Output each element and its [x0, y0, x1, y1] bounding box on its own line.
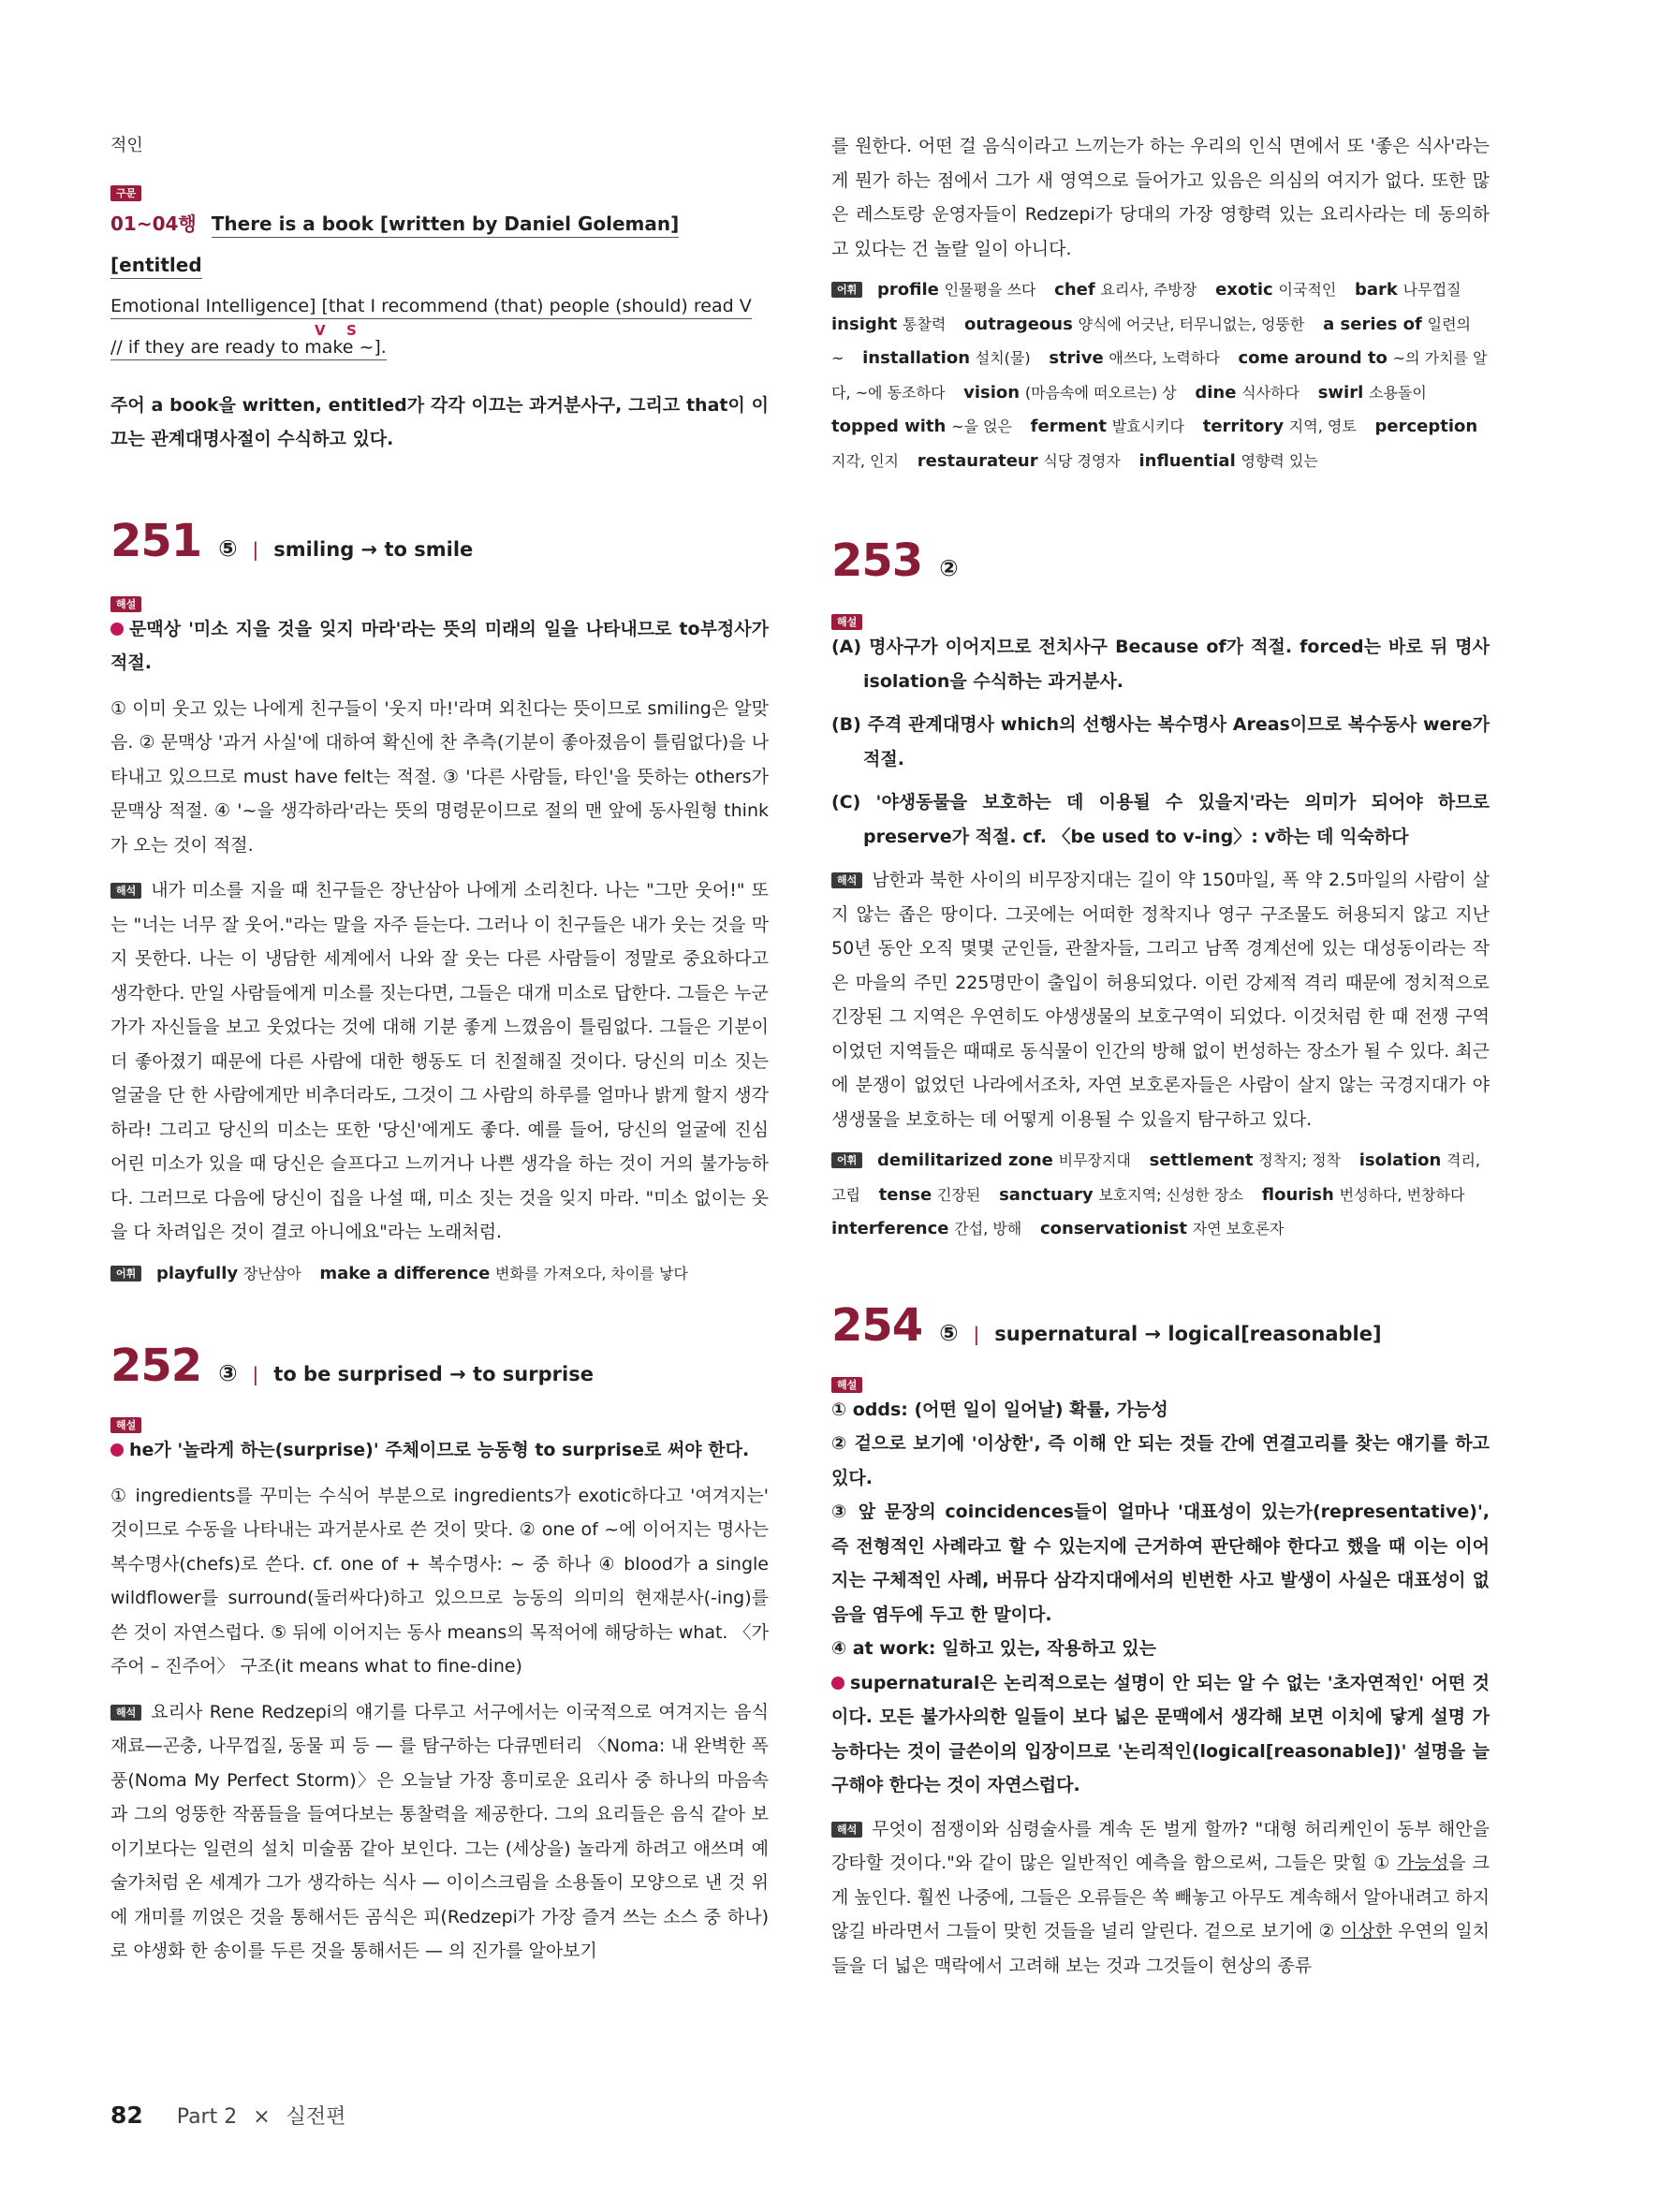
translation-part-2: 을 크게 높인다. 훨씬 나중에, 그들은 오류들은 쏙 빼놓고 아무도 계속해서 알아내려고 하지 않길 바라면서 그들이 맞힌 것들을 널리 알린다. 겉으로 보기에 ②	[831, 1853, 1490, 1941]
vocab-tag: 어휘	[831, 1152, 862, 1168]
translation-tag: 해석	[110, 1705, 141, 1721]
q252-translation-continued: 를 원한다. 어떤 걸 음식이라고 느끼는가 하는 우리의 인식 면에서 또 '좋은 식사'라는 게 뭔가 하는 점에서 그가 새 영역으로 들어가고 있음은 의심의 여지가 없다. 또한 많은 레스토랑 운영자들이 Redzepi가 당대의 가장 영향력 있는 요리사라는 데 동의하고 있다는 건 놀랄 일이 아니다.	[831, 136, 1490, 259]
vocab-list: 어휘 demilitarized zone 비무장지대 settlement 정착지; 정착 isolation 격리, 고립 tense 긴장된 sanctuary 보호지역; 신성한 장소 flourish 번성하다, 번창하다 interference 간섭, 방해 conservationist 자연 보호론자	[831, 1150, 1481, 1238]
key-point: he가 '놀라게 하는(surprise)' 주체이므로 능동형 to surprise로 써야 한다.	[129, 1440, 750, 1460]
question-number: 254	[831, 1298, 923, 1352]
question-252	[110, 1340, 769, 1969]
vocab-tag: 어휘	[110, 1266, 141, 1282]
grammar-block	[110, 183, 769, 457]
explain-1: ① odds: (어떤 일이 일어날) 확률, 가능성	[831, 1399, 1168, 1420]
separator: |	[973, 1322, 980, 1345]
grammar-line-2: Emotional Intelligence] [that I recommend (that) people (should) read V	[110, 296, 752, 319]
section-label: 실전편	[286, 2105, 346, 2129]
grammar-note: 주어 a book을 written, entitled가 각각 이끄는 과거분사구, 그리고 that이 이끄는 관계대명사절이 수식하고 있다.	[110, 394, 769, 449]
answer-mark: ⑤	[939, 1319, 959, 1346]
question-254	[831, 1299, 1490, 1984]
key-point: 문맥상 '미소 지을 것을 잊지 마라'라는 뜻의 미래의 일을 나타내므로 to부정사가 적절.	[110, 618, 769, 673]
right-column	[831, 129, 1490, 1983]
left-column	[110, 129, 769, 1969]
translation: 남한과 북한 사이의 비무장지대는 길이 약 150마일, 폭 약 2.5마일의 사람이 살지 않는 좁은 땅이다. 그곳에는 어떠한 정착지나 영구 구조물도 허용되지 않고 지난 50년 동안 오직 몇몇 군인들, 관찰자들, 그리고 남쪽 경계선에 있는 대성동이라는 작은 마을의 주민 225명만이 출입이 허용되었다. 이런 강제적 격리 때문에 정치적으로 긴장된 그 지역은 우연히도 야생생물의 보호구역이 되었다. 이것처럼 한 때 전쟁 구역이었던 지역들은 때때로 동식물이 인간의 방해 없이 번성하는 장소가 될 수 있다. 최근에 분쟁이 없었던 나라에서조차, 자연 보호론자들은 사람이 살지 않는 국경지대가 야생생물을 보호하는 데 어떻게 이용될 수 있을지 탐구하고 있다.	[831, 870, 1490, 1130]
answer-mark: ⑤	[218, 535, 238, 562]
translation-tag: 해석	[831, 1822, 862, 1838]
translation-part-1: 무엇이 점쟁이와 심령술사를 계속 돈 벌게 할까? "대형 허리케인이 동부 해안을 강타할 것이다."와 같이 많은 일반적인 예측을 함으로써, 그들은 맞힐 ①	[831, 1818, 1490, 1873]
correction: supernatural → logical[reasonable]	[994, 1322, 1382, 1345]
explain-tag: 해설	[831, 1377, 862, 1393]
bullet-icon	[110, 623, 124, 636]
explain-3: ③ 앞 문장의 coincidences들이 얼마나 '대표성이 있는가(representative)', 즉 전형적인 사례라고 할 수 있는지에 근거하여 판단해야 한다고 했을 때 이는 이어지는 구체적인 사례, 버뮤다 삼각지대에서의 빈번한 사고 발생이 사실은 대표성이 없음을 염두에 두고 한 말이다.	[831, 1502, 1490, 1625]
correction: smiling → to smile	[273, 537, 474, 561]
question-251	[110, 515, 769, 1292]
grammar-line-label: 01~04행	[110, 212, 197, 235]
footer-separator: ×	[253, 2105, 271, 2129]
vocab-list: 어휘 profile 인물평을 쓰다 chef 요리사, 주방장 exotic 이국적인 bark 나무껍질 insight 통찰력 outrageous 양식에 어긋난, 터무니없는, 엉뚱한 a series of 일련의 ~ installation 설치(물) strive 애쓰다, 노력하다 come around to ~의 가치를 알다, ~에 동조하다 vision (마음속에 떠오르는) 상 dine 식사하다 swirl 소용돌이 topped with ~을 얹은 ferment 발효시키다 territory 지역, 영토 perception 지각, 인지 restaurateur 식당 경영자 influential 영향력 있는	[831, 280, 1488, 471]
translation-tag: 해석	[110, 883, 141, 899]
underlined-word-1: 가능성	[1397, 1853, 1449, 1873]
explain-c: (C) '야생동물을 보호하는 데 이용될 수 있을지'라는 의미가 되어야 하므로 preserve가 적절. cf. 〈be used to v-ing〉: v하는 데 익숙하다	[831, 792, 1490, 847]
explain-2: ② 겉으로 보기에 '이상한', 즉 이해 안 되는 것들 간에 연결고리를 찾는 얘기를 하고 있다.	[831, 1433, 1490, 1488]
explain-a: (A) 명사구가 이어지므로 전치사구 Because of가 적절. forced는 바로 뒤 명사 isolation을 수식하는 과거분사.	[831, 637, 1490, 692]
v-mark: V	[315, 321, 326, 339]
bullet-icon	[110, 1443, 124, 1457]
translation-tag: 해석	[831, 872, 862, 888]
question-number: 251	[110, 514, 202, 567]
grammar-tag: 구문	[110, 185, 141, 201]
explanation: ① 이미 웃고 있는 나에게 친구들이 '웃지 마!'라며 외친다는 뜻이므로 smiling은 알맞음. ② 문맥상 '과거 사실'에 대하여 확신에 찬 추측(기분이 좋아졌음이 틀림없다)을 나타내고 있으므로 must have felt는 적절. ③ '다른 사람들, 타인'을 뜻하는 others가 문맥상 적절. ④ '~을 생각하라'라는 뜻의 명령문이므로 절의 맨 앞에 동사원형 think가 오는 것이 적절.	[110, 697, 769, 856]
vocab-list: 어휘 playfully 장난삼아 make a difference 변화를 가져오다, 차이를 낳다	[110, 1257, 769, 1292]
vocab-tag: 어휘	[831, 282, 862, 298]
explain-4: ④ at work: 일하고 있는, 작용하고 있는	[831, 1638, 1157, 1659]
answer-mark: ③	[218, 1360, 238, 1386]
correction: to be surprised → to surprise	[273, 1363, 594, 1385]
grammar-line-1: There is a book [written by Daniel Goleman] [entitled	[110, 212, 679, 279]
question-253	[831, 535, 1490, 1247]
part-label: Part 2	[176, 2105, 238, 2129]
explain-tag: 해설	[831, 614, 862, 630]
question-number: 252	[110, 1340, 202, 1392]
translation: 요리사 Rene Redzepi의 얘기를 다루고 서구에서는 이국적으로 여겨지는 음식 재료—곤충, 나무껍질, 동물 피 등 — 를 탐구하는 다큐멘터리 〈Noma: 내 완벽한 폭풍(Noma My Perfect Storm)〉은 오늘날 가장 흥미로운 요리사 중 하나의 마음속과 그의 엉뚱한 작품들을 들여다보는 통찰력을 제공한다. 그의 요리들은 음식 같아 보이기보다는 일련의 설치 미술품 같아 보인다. 그는 (세상을) 놀라게 하려고 애쓰며 예술가처럼 온 세계가 그가 생각하는 식사 — 이이스크림을 소용돌이 모양으로 낸 것 위에 개미를 끼얹은 것을 통해서든 곰식은 피(Redzepi가 가장 즐겨 쓰는 소스 중 하나)로 야생화 한 송이를 두른 것을 통해서든 — 의 진가를 알아보기	[110, 1701, 769, 1961]
bullet-icon	[831, 1677, 844, 1690]
question-number: 253	[831, 535, 923, 587]
separator: |	[252, 537, 259, 561]
translation: 내가 미소를 지을 때 친구들은 장난삼아 나에게 소리친다. 나는 "그만 웃어!" 또는 "너는 너무 잘 웃어."라는 말을 자주 듣는다. 그러나 이 친구들은 내가 웃는 것을 막지 못한다. 나는 이 냉담한 세계에서 나와 잘 웃는 다른 사람들이 정말로 중요하다고 생각한다. 만일 사람들에게 미소를 짓는다면, 그들은 대개 미소로 답한다. 그들은 누군가가 자신들을 보고 웃었다는 것에 대해 기분 좋게 느꼈음이 틀림없다. 그들은 기분이 더 좋아졌기 때문에 다른 사람에 대한 행동도 더 친절해질 것이다. 당신의 미소 짓는 얼굴을 단 한 사람에게만 비추더라도, 그것이 그 사람의 하루를 얼마나 밝게 할지 생각하라! 그리고 당신의 미소는 또한 '당신'에게도 좋다. 예를 들어, 당신의 얼굴에 진심 어린 미소가 있을 때 당신은 슬프다고 느끼거나 나쁜 생각을 하는 것이 거의 불가능하다. 그러므로 다음에 당신이 집을 나설 때, 미소 짓는 것을 잊지 마라. "미소 없이는 옷을 다 차려입은 것이 결코 아니에요"라는 노래처럼.	[110, 880, 769, 1242]
explain-tag: 해설	[110, 1417, 141, 1433]
explanation: ① ingredients를 꾸미는 수식어 부분으로 ingredients가 exotic하다고 '여겨지는' 것이므로 수동을 나타내는 과거분사로 쓴 것이 맞다. ② one of ~에 이어지는 명사는 복수명사(chefs)로 쓴다. cf. one of + 복수명사: ~ 중 하나 ④ blood가 a single wildflower를 surround(둘러싸다)하고 있으므로 능동의 의미의 현재분사(-ing)를 쓴 것이 자연스럽다. ⑤ 뒤에 이어지는 동사 means의 목적어에 해당하는 what. 〈가주어 – 진주어〉 구조(it means what to fine-dine)	[110, 1485, 769, 1677]
separator: |	[252, 1363, 259, 1385]
page-number: 82	[110, 2102, 143, 2129]
explain-tag: 해설	[110, 596, 141, 612]
explain-b: (B) 주격 관계대명사 which의 선행사는 복수명사 Areas이므로 복수동사 were가 적절.	[831, 714, 1490, 769]
s-mark: S	[346, 321, 357, 339]
grammar-line-3: // if they are ready to make ~].	[110, 337, 387, 360]
answer-mark: ②	[939, 555, 959, 581]
page-footer	[110, 2101, 345, 2130]
translation-part-3: 우연의 일치들을 더 넓은 맥락에서 고려해 보는 것과 그것들이 현상의 종류	[831, 1921, 1490, 1976]
key-point: supernatural은 논리적으로는 설명이 안 되는 알 수 없는 '초자연적인' 어떤 것이다. 모든 불가사의한 일들이 보다 넓은 문맥에서 생각해 보면 이치에 닿게 설명 가능하다는 것이 글쓴이의 입장이므로 '논리적인(logical[reasonable])' 설명을 늘 구해야 한다는 것이 자연스럽다.	[831, 1672, 1490, 1795]
top-word: 적인	[110, 136, 143, 155]
underlined-word-2: 이상한	[1340, 1921, 1392, 1941]
